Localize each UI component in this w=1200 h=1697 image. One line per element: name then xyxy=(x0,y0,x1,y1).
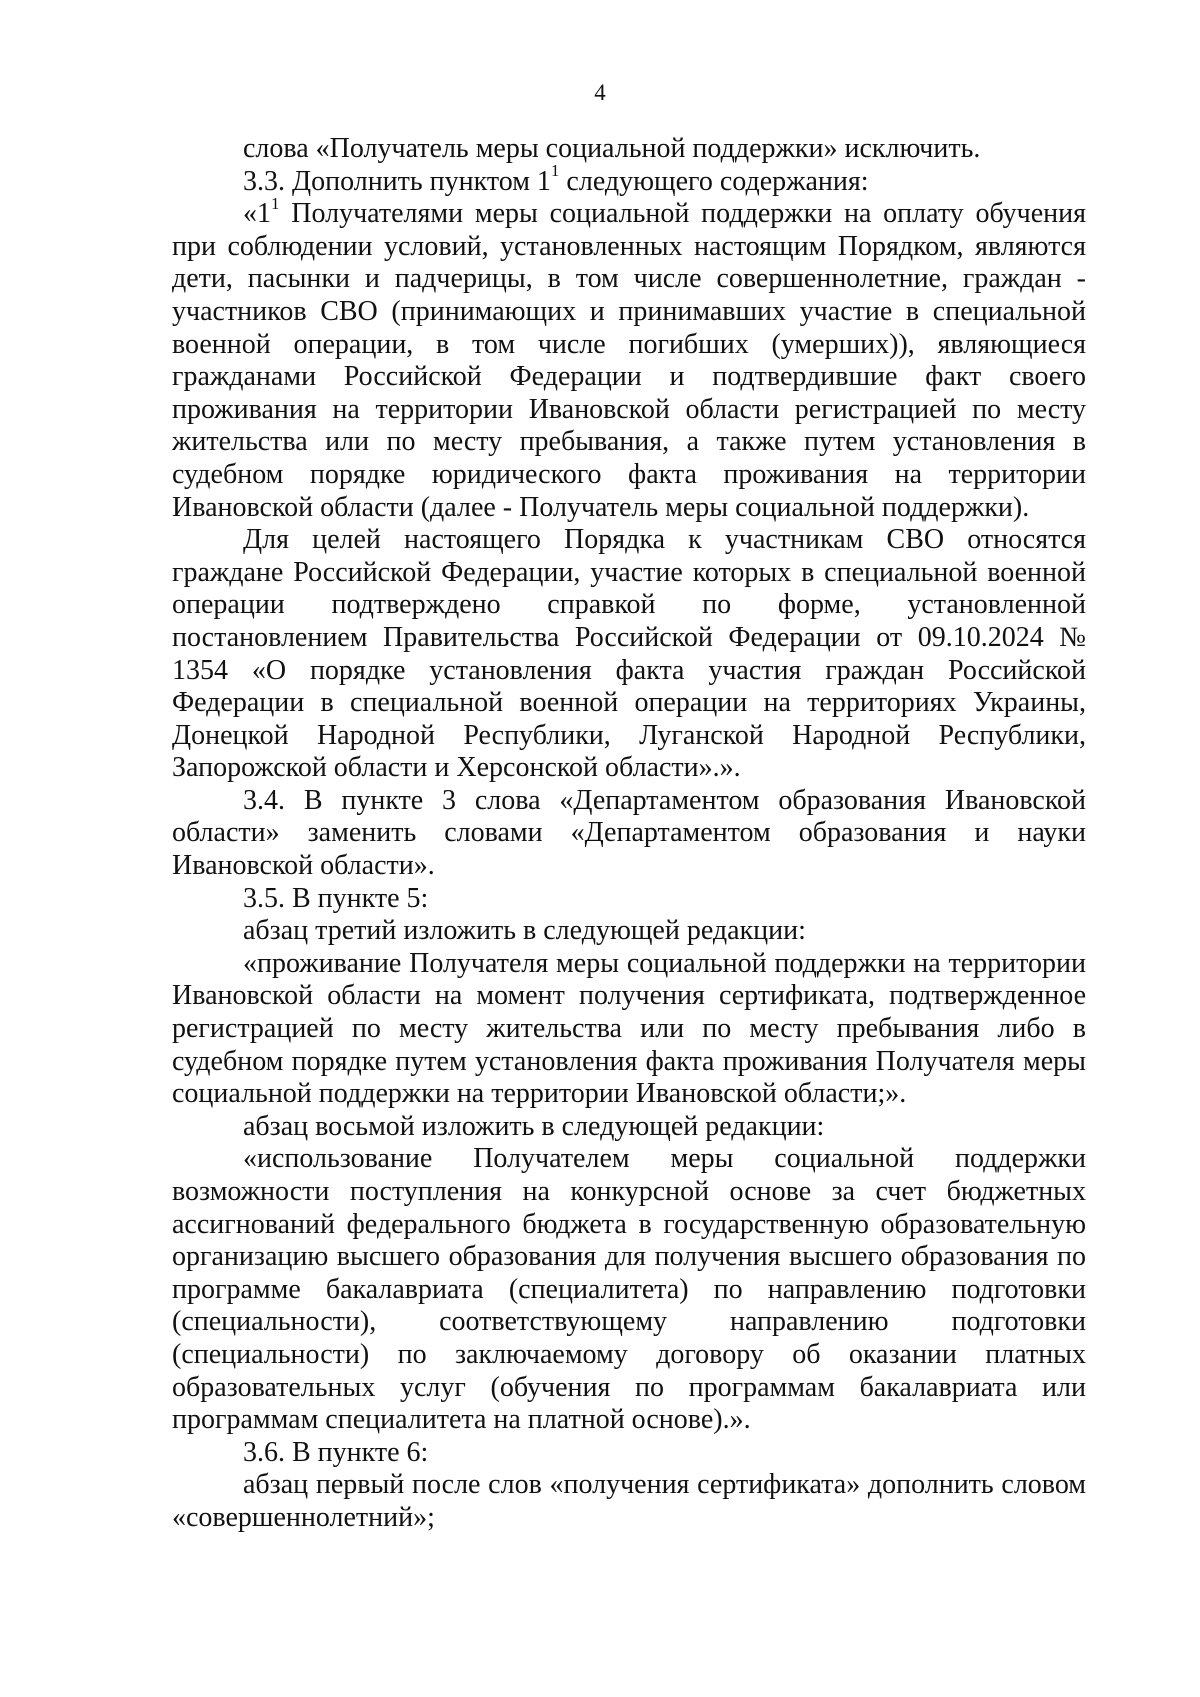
paragraph-abzac-first xyxy=(172,1469,1086,1534)
paragraph-text: Получателями меры социальной поддержки на оплату обучения при соблюдении условий, установленных настоящим Порядком, являются дети, пасынки и падчерицы, в том числе совершеннолетние, граждан - участников СВО (принимающих и принимавших участие в специальной военной операции, в том числе погибших (умерших)), являющиеся гражданами Российской Федерации и подтвердившие факт своего проживания на территории Ивановской области регистрацией по месту жительства или по месту пребывания, а также путем установления в судебном порядке юридического факта проживания на территории Ивановской области (далее - Получатель меры социальной поддержки). xyxy=(172,198,1086,523)
document-body xyxy=(172,133,1086,1535)
superscript: 1 xyxy=(550,161,560,181)
paragraph-3-3 xyxy=(172,161,1086,199)
paragraph-text: 3.6. В пункте 6: xyxy=(243,1436,429,1468)
superscript: 1 xyxy=(271,193,280,213)
paragraph-text: Для целей настоящего Порядка к участникам СВО относятся граждане Российской Федерации, участие которых в специальной военной операции подтверждено справкой по форме, установленной постановлением Правительства Российской Федерации от 09.10.2024 № 1354 «О порядке установления факта участия граждан Российской Федерации в специальной военной операции на территориях Украины, Донецкой Народной Республики, Луганской Народной Республики, Запорожской области и Херсонской области».». xyxy=(172,524,1086,784)
paragraph-svo-participants xyxy=(172,524,1086,785)
paragraph-text: 3.4. В пункте 3 слова «Департаментом образования Ивановской области» заменить словами «Департаментом образования и науки Ивановской области». xyxy=(172,784,1086,882)
paragraph-residence xyxy=(172,948,1086,1111)
paragraph-recipients xyxy=(172,193,1086,524)
paragraph-abzac-eighth xyxy=(172,1111,1086,1144)
paragraph-3-6 xyxy=(172,1437,1086,1470)
paragraph-text: 3.3. Дополнить пунктом 1 xyxy=(243,165,551,197)
paragraph-text: 3.5. В пункте 5: xyxy=(243,882,429,914)
paragraph-3-5 xyxy=(172,883,1086,916)
paragraph-text: абзац третий изложить в следующей редакции: xyxy=(243,915,806,947)
paragraph-text: «1 xyxy=(243,198,271,230)
paragraph-abzac-third xyxy=(172,915,1086,948)
paragraph-text: «использование Получателем меры социальной поддержки возможности поступления на конкурсной основе за счет бюджетных ассигнований федерального бюджета в государственную образовательную организацию высшего образования для получения высшего образования по программе бакалавриата (специалитета) по направлению подготовки (специальности), соответствующему направлению подготовки (специальности) по заключаемому договору об оказании платных образовательных услуг (обучения по программам бакалавриата или программам специалитета на платной основе).». xyxy=(172,1143,1086,1436)
paragraph-text: абзац первый после слов «получения сертификата» дополнить словом «совершеннолетний»; xyxy=(172,1469,1086,1533)
paragraph-text: слова «Получатель меры социальной поддержки» исключить. xyxy=(243,133,981,164)
paragraph-3-4 xyxy=(172,785,1086,883)
paragraph-admission xyxy=(172,1143,1086,1436)
paragraph-text: следующего содержания: xyxy=(559,165,869,197)
paragraph-text: «проживание Получателя меры социальной поддержки на территории Ивановской области на момент получения сертификата, подтвержденное регистрацией по месту жительства или по месту пребывания либо в судебном порядке путем установления факта проживания Получателя меры социальной поддержки на территории Ивановской области;». xyxy=(172,947,1086,1110)
page-number: 4 xyxy=(594,80,606,105)
paragraph-exclude-words xyxy=(172,133,1086,166)
paragraph-text: абзац восьмой изложить в следующей редакции: xyxy=(243,1110,825,1142)
